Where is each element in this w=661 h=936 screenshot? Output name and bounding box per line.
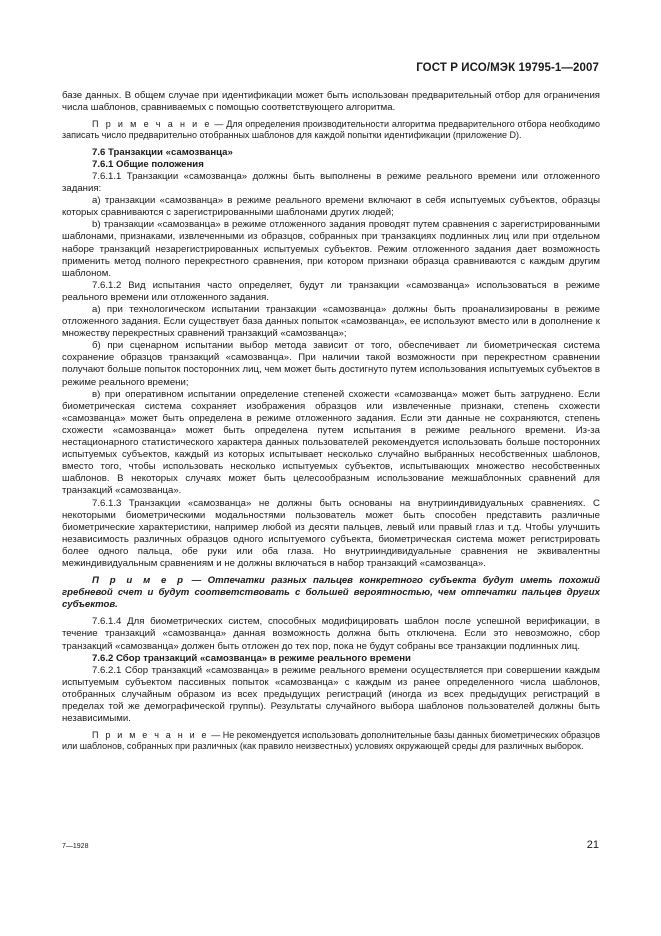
list-item xyxy=(62,340,600,388)
paragraph-text: а) при технологическом испытании транзакции «самозванца» должны быть проанализированы в режиме отложенного задания. Если существует база данных попыток «самозванца», ее используют вместо или в дополнение к множеству перекрестных сравнений транзакций «самозванца»; xyxy=(62,304,600,340)
paragraph-text: — Не рекомендуется использовать дополнительные базы данных биометрических образцов или шаблонов, собранных при различных (как правило неизвестных) условиях окружающей среды для различных выборок. xyxy=(62,730,601,752)
paragraph-text: b) транзакции «самозванца» в режиме отложенного задания проводят путем сравнения с зарегистрированными шаблонами, признаками, извлеченными из образцов, собранных при транзакциях подлинных лиц или при отдельном наборе транзакций незарегистрированных испытуемых субъектов. Режим отложенного задания дает возможность применить метод полного перекрестного сравнения, при котором признаки образца сравниваются с каждым другим шаблоном. xyxy=(62,219,600,279)
list-item xyxy=(62,195,600,219)
page-number: 21 xyxy=(586,839,599,851)
paragraph-text: 7.6.1.3 Транзакции «самозванца» не должны быть основаны на внутрииндивидуальных сравнениях. С некоторыми биометрическими модальностями пользователь может быть способен представить различные биометрические характеристики, например любой из десяти пальцев, левый или правый глаз и т.д. Чтобы улучшить независимость различных образцов одного испытуемого субъекта, биометрическая система может регистрировать более одного пальца, обе руки или оба глаза. Но внутрииндивидуальные сравнения не эквивалентны межиндивидуальным сравнениям и не должны включаться в набор транзакций «самозванца». xyxy=(62,497,600,569)
print-mark: 7—1928 xyxy=(62,843,89,850)
subsection-heading xyxy=(62,159,600,171)
paragraph-text: базе данных. В общем случае при идентификации может быть использован предварительный отбор для ограничения числа шаблонов, сравниваемых с помощью соответствующего алгоритма. xyxy=(62,90,600,114)
example-label: П р и м е р xyxy=(92,575,186,587)
note-paragraph xyxy=(62,119,600,142)
paragraph-text: 7.6.2.1 Сбор транзакций «самозванца» в режиме реального времени осуществляется при совершении каждым испытуемым субъектом пассивных попыток «самозванца» с каждым из ранее определенного числа шаблонов, отобранных случайным образом из всех предыдущих регистраций (иногда из всех предыдущих регистраций в пределах той же демографической группы). Результаты случайного выбора шаблонов пользователей должны быть независимыми. xyxy=(62,664,600,725)
paragraph xyxy=(62,90,600,114)
paragraph-text: в) при оперативном испытании определение степеней схожести «самозванца» может быть затруднено. Если биометрическая система сохраняет изображения образцов или извлеченные признаки, степень схожести «самозванца» может быть определена в режиме отложенного задания. Если эти данные не сохраняются, степень схожести «самозванца» может быть определена путем испытания в режиме реального времени. Из-за нестационарного статистического характера данных пользователей рекомендуется использовать больше посторонних испытуемых субъектов, каждый из которых испытывает несколько случайно выбранных несобственных шаблонов, вместо того, чтобы использовать несколько испытуемых субъектов, испытывающих множество несобственных шаблонов. В некоторых случаях может быть целесообразным использование межшаблонных сравнений для транзакций «самозванца». xyxy=(62,388,600,497)
paragraph xyxy=(62,280,600,304)
paragraph-text: а) транзакции «самозванца» в режиме реального времени включают в себя испытуемых субъектов, образцы которых сравниваются с зарегистрированными шаблонами других людей; xyxy=(62,195,600,219)
paragraph xyxy=(62,665,600,725)
list-item xyxy=(62,389,600,498)
note-paragraph xyxy=(62,730,600,753)
body-text xyxy=(62,90,600,753)
subsection-heading xyxy=(62,653,600,665)
note-label: П р и м е ч а н и е xyxy=(92,730,209,741)
paragraph-text: — Отпечатки разных пальцев конкретного субъекта будут иметь похожий гребневой счет и будут соответствовать с большей вероятностью, чем отпечатки пальцев других субъектов. xyxy=(62,575,600,611)
paragraph-text: — Для определения производительности алгоритма предварительного отбора необходимо записать число предварительно отобранных шаблонов для каждой попытки идентификации (приложение D). xyxy=(62,119,600,141)
paragraph-text: 7.6 Транзакции «самозванца» xyxy=(92,146,233,158)
section-heading xyxy=(62,147,600,159)
paragraph-text: 7.6.1.4 Для биометрических систем, способных модифицировать шаблон после успешной верификации, в течение транзакций «самозванца» данная возможность должна быть отключена. Если это невозможно, сбор транзакций «самозванца» должен быть отложен до тех пор, пока не будут собраны все транзакции подлинных лиц. xyxy=(62,616,600,652)
paragraph-text: 7.6.1.1 Транзакции «самозванца» должны быть выполнены в режиме реального времени или отложенного задания: xyxy=(62,170,600,195)
standard-code-header: ГОСТ Р ИСО/МЭК 19795-1—2007 xyxy=(416,62,599,74)
paragraph-text: 7.6.1 Общие положения xyxy=(92,158,204,170)
note-label: П р и м е ч а н и е xyxy=(92,119,212,130)
paragraph-text: 7.6.1.2 Вид испытания часто определяет, будут ли транзакции «самозванца» использоваться в режиме реального времени или отложенного задания. xyxy=(62,279,600,303)
list-item xyxy=(62,219,600,279)
list-item xyxy=(62,304,600,340)
example-paragraph xyxy=(62,575,600,611)
paragraph xyxy=(62,616,600,652)
paragraph xyxy=(62,498,600,571)
paragraph-text: 7.6.2 Сбор транзакций «самозванца» в режиме реального времени xyxy=(92,652,411,664)
paragraph xyxy=(62,171,600,195)
paragraph-text: б) при сценарном испытании выбор метода зависит от того, обеспечивает ли биометрическая система сохранение образцов транзакций «самозванца». При наличии такой возможности при перекрестном сравнении получают больше попыток посторонних лиц, чем может быть достигнуто путем использования испытуемых субъектов в режиме реального времени; xyxy=(62,340,600,388)
